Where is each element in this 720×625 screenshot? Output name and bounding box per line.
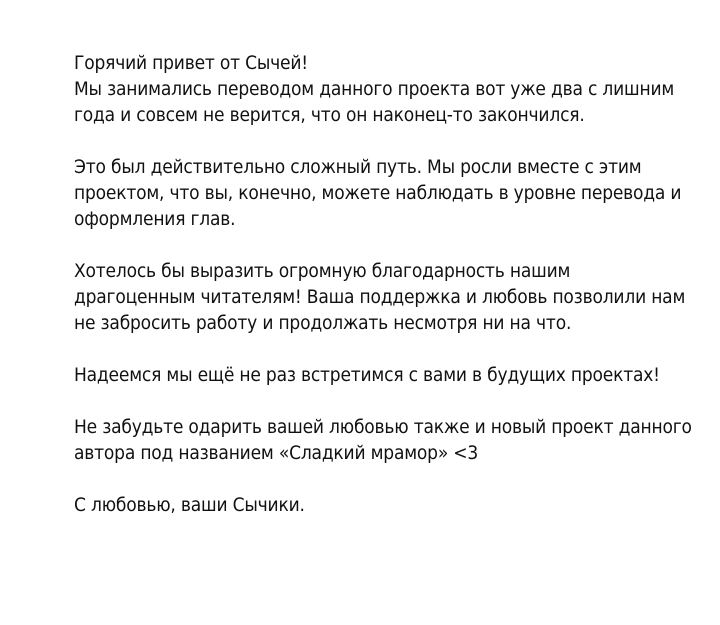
paragraph-journey	[74, 154, 694, 232]
text-line: драгоценным читателям! Ваша поддержка и любовь позволили нам	[74, 286, 686, 308]
text-line: года и совсем не верится, что он наконец-то закончился.	[74, 104, 585, 126]
text-line: автора под названием «Сладкий мрамор» <3	[74, 442, 479, 464]
text-line: Горячий привет от Сычей!	[74, 52, 308, 74]
text-line: Надеемся мы ещё не раз встретимся с вами в будущих проектах!	[74, 364, 660, 386]
text-line: проектом, что вы, конечно, можете наблюдать в уровне перевода и	[74, 182, 682, 204]
paragraph-greeting	[74, 50, 694, 128]
text-line: Хотелось бы выразить огромную благодарность нашим	[74, 260, 571, 282]
text-line: Не забудьте одарить вашей любовью также и новый проект данного	[74, 416, 692, 438]
text-line: оформления глав.	[74, 208, 236, 230]
paragraph-hope	[74, 362, 694, 388]
paragraph-gratitude	[74, 258, 694, 336]
text-line: Это был действительно сложный путь. Мы росли вместе с этим	[74, 156, 642, 178]
text-line: Мы занимались переводом данного проекта вот уже два с лишним	[74, 78, 675, 100]
text-line: не забросить работу и продолжать несмотря ни на что.	[74, 312, 572, 334]
text-line: С любовью, ваши Сычики.	[74, 494, 305, 516]
message-text	[74, 50, 694, 544]
paragraph-new-project	[74, 414, 694, 466]
paragraph-signature	[74, 492, 694, 518]
